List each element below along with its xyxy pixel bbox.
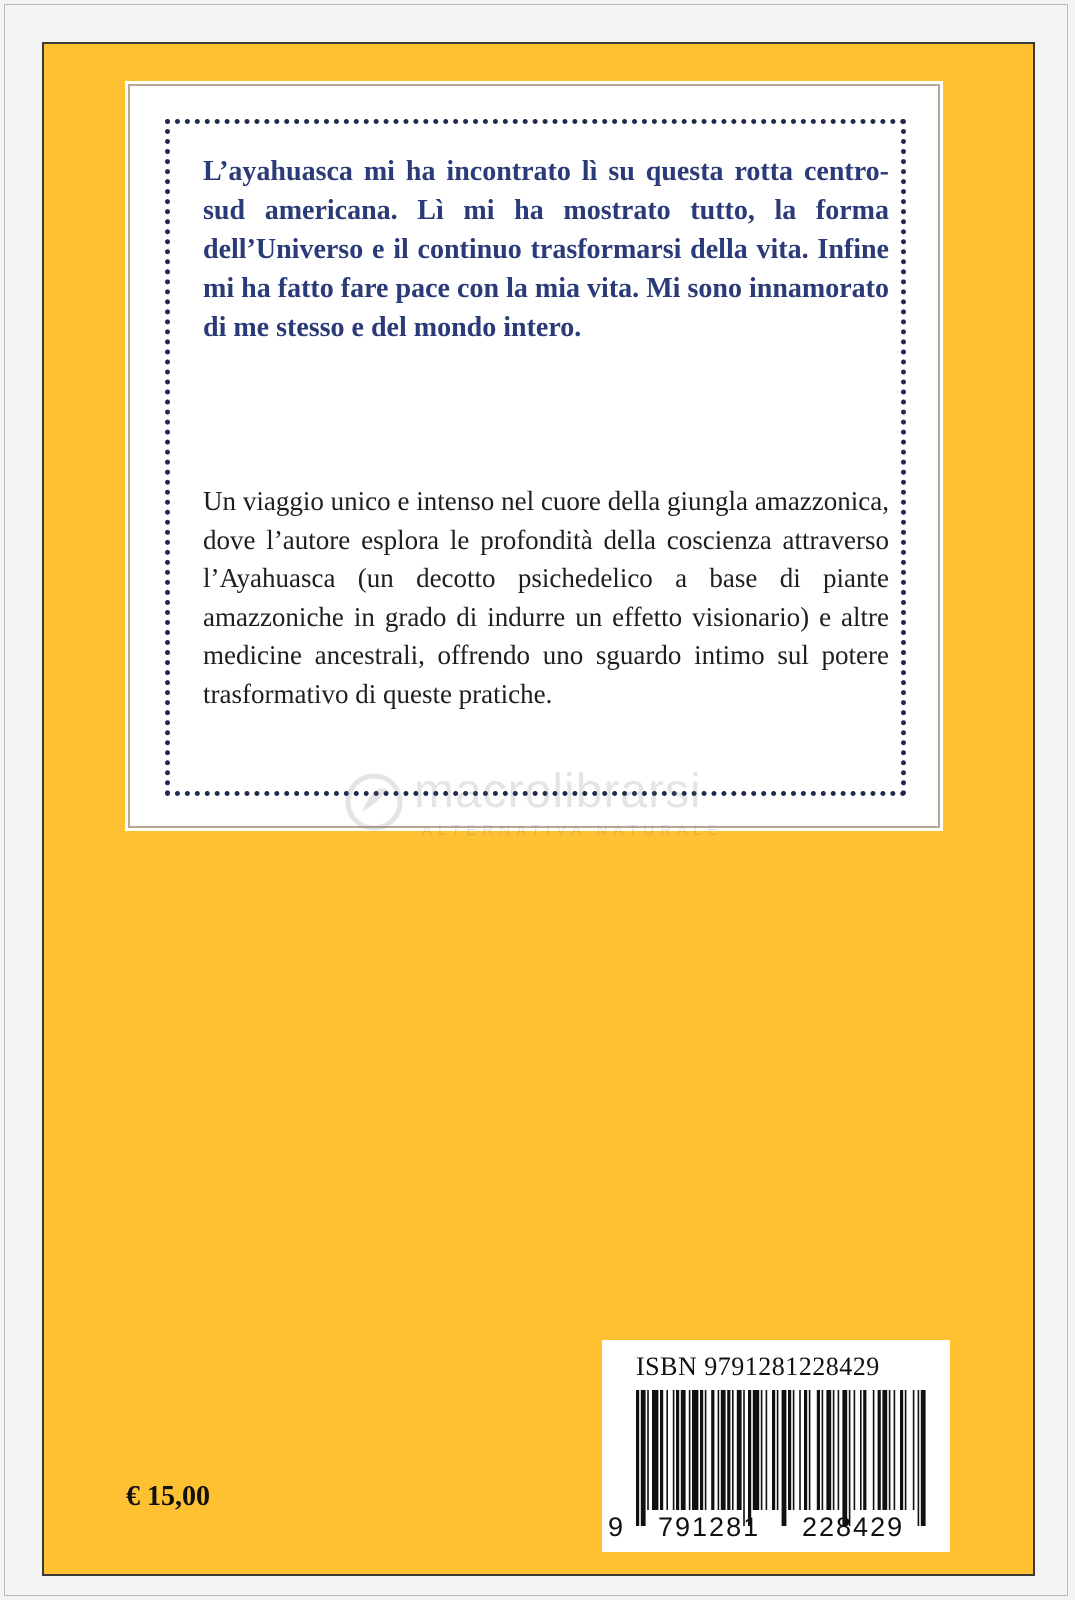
barcode-bar	[860, 1390, 862, 1510]
barcode-bar	[882, 1390, 887, 1510]
barcode-bar	[766, 1390, 768, 1510]
book-back-cover	[42, 42, 1035, 1576]
barcode-bar	[863, 1390, 866, 1510]
barcode-bar	[652, 1390, 658, 1510]
barcode-bar	[900, 1390, 903, 1510]
barcode-bar	[921, 1390, 926, 1526]
barcode-bar	[878, 1390, 881, 1510]
barcode-bar	[772, 1390, 775, 1510]
barcode-bar	[673, 1390, 675, 1510]
barcode-digit-first: 9	[608, 1512, 626, 1542]
barcode-bar	[833, 1390, 835, 1510]
barcode-bar	[732, 1390, 734, 1510]
barcode-bar	[793, 1390, 795, 1510]
barcode-bar	[666, 1390, 668, 1510]
barcode-bar	[705, 1390, 707, 1510]
barcode-bar	[918, 1390, 920, 1526]
barcode-bar	[854, 1390, 856, 1510]
barcode-bar	[842, 1390, 847, 1526]
barcode-bar	[689, 1390, 691, 1510]
barcode-bar	[692, 1390, 698, 1510]
barcode-bar	[718, 1390, 720, 1510]
quote-text: L’ayahuasca mi ha incontrato lì su questa rotta centro-sud americana. Lì mi ha mostrato tutto, la forma dell’Universo e il continuo trasformarsi della vita. Infine mi ha fatto fare pace con la mia vita. Mi sono innamorato di me stesso e del mondo intero.	[203, 156, 889, 343]
watermark-logo-icon	[344, 772, 404, 832]
barcode-bar	[826, 1390, 831, 1510]
barcode-bar	[727, 1390, 730, 1510]
barcode-bar	[894, 1390, 896, 1510]
text-panel	[128, 84, 940, 828]
barcode-bar	[636, 1390, 639, 1526]
barcode-bar	[676, 1390, 679, 1510]
barcode-bar	[777, 1390, 779, 1510]
barcode-bar	[788, 1390, 791, 1510]
barcode-bar	[681, 1390, 686, 1510]
price-label: € 15,00	[126, 1481, 210, 1512]
barcode-bar	[804, 1390, 807, 1510]
barcode-bar	[748, 1390, 751, 1526]
barcode-bar	[743, 1390, 745, 1526]
macrolibrarsi-watermark	[344, 764, 764, 848]
isbn-label: ISBN 9791281228429	[636, 1352, 880, 1381]
barcode-bar	[905, 1390, 907, 1510]
barcode-bar	[721, 1390, 726, 1510]
barcode-bar	[873, 1390, 875, 1510]
barcode-bar	[849, 1390, 851, 1526]
barcode-bar	[817, 1390, 820, 1510]
watermark-name: macrolibrarsi	[414, 765, 702, 818]
barcode-bar	[737, 1390, 742, 1510]
barcode-bar	[753, 1390, 759, 1510]
barcode-bar	[822, 1390, 824, 1510]
barcode-bar	[809, 1390, 811, 1510]
barcode-bar	[647, 1390, 649, 1510]
barcode-bar	[838, 1390, 840, 1510]
barcode-bar	[660, 1390, 663, 1510]
barcode-digits-left: 791281	[658, 1512, 761, 1542]
barcode-bar	[799, 1390, 801, 1510]
barcode-bar	[782, 1390, 787, 1526]
barcode-bar	[700, 1390, 703, 1510]
watermark-tagline: ALTERNATIVA NATURALE	[422, 822, 724, 839]
barcode-block	[602, 1340, 950, 1552]
barcode-digits-right: 228429	[802, 1512, 905, 1542]
barcode-bar	[641, 1390, 646, 1526]
description-text: Un viaggio unico e intenso nel cuore della giungla amazzonica, dove l’autore esplora le profondità della coscienza attraverso l’Ayahuasca (un decotto psichedelico a base di piante amazzoniche in grado di indurre un effetto visionario) e altre medicine ancestrali, offrendo uno sguardo intimo sul potere trasformativo di queste pratiche.	[203, 486, 889, 709]
barcode-bar	[761, 1390, 763, 1510]
barcode-bar	[711, 1390, 714, 1510]
barcode-bar	[913, 1390, 915, 1510]
barcode-bar	[889, 1390, 891, 1510]
